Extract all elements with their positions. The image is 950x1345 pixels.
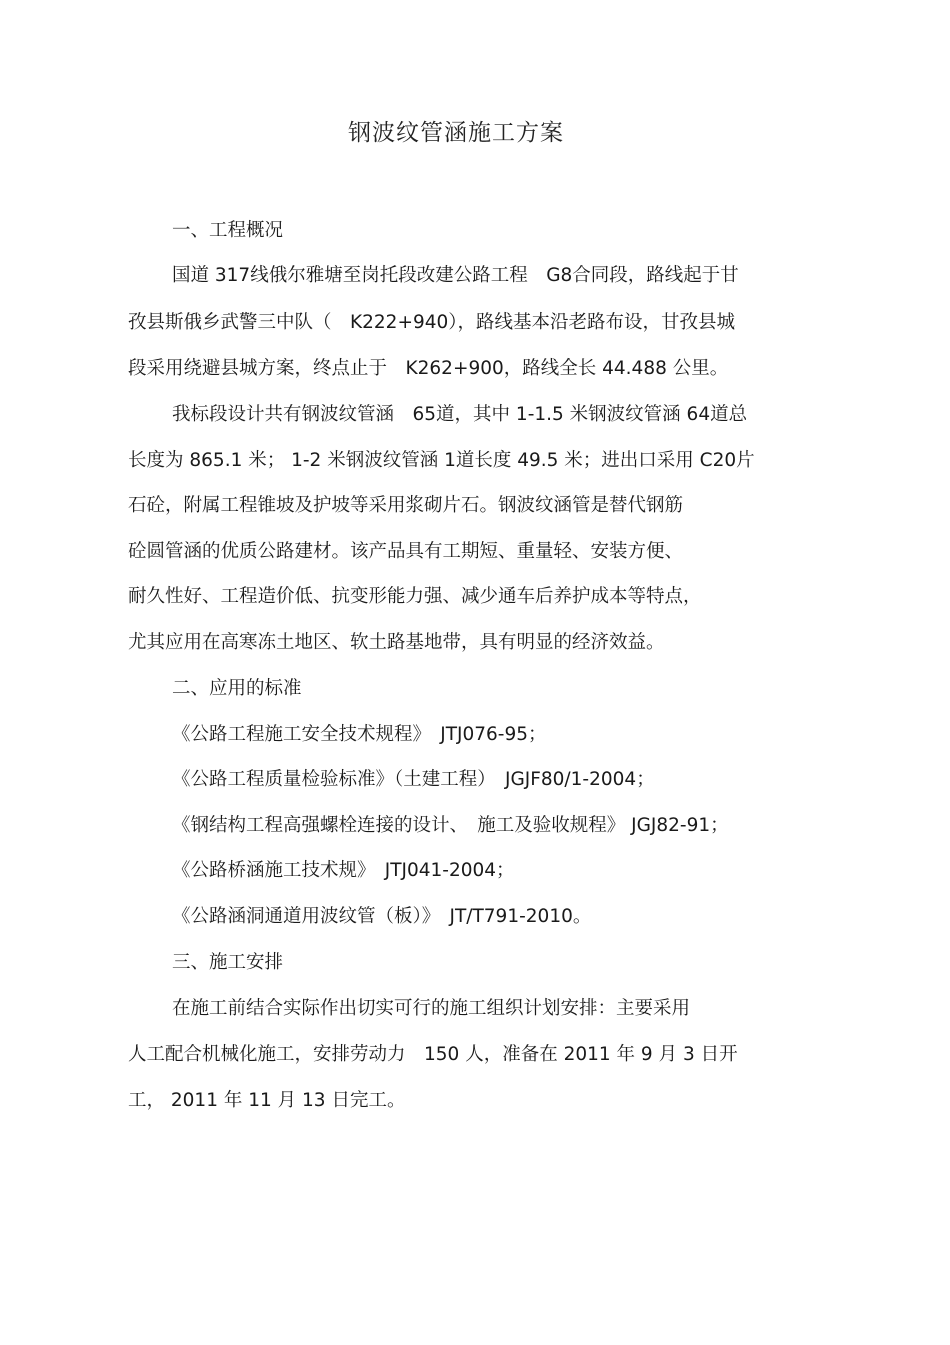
standard-item: 《公路桥涵施工技术规》 JTJ041-2004； xyxy=(172,860,515,881)
document-title: 钢波纹管涵施工方案 xyxy=(348,120,564,146)
section-heading-schedule: 三、施工安排 xyxy=(172,952,284,973)
paragraph-line: 人工配合机械化施工，安排劳动力 150 人，准备在 2011 年 9 月 3 日开 xyxy=(128,1044,738,1065)
paragraph-line: 石砼，附属工程锥坡及护坡等采用浆砌片石。钢波纹涵管是替代钢筋 xyxy=(128,495,684,516)
standard-item: 《公路涵洞通道用波纹管（板）》 JT/T791-2010。 xyxy=(172,906,592,927)
paragraph-line: 国道 317线俄尔雅塘至岗托段改建公路工程 G8合同段，路线起于甘 xyxy=(172,265,739,286)
paragraph-line: 孜县斯俄乡武警三中队（ K222+940），路线基本沿老路布设，甘孜县城 xyxy=(128,312,736,333)
paragraph-line: 砼圆管涵的优质公路建材。该产品具有工期短、重量轻、安装方便、 xyxy=(128,541,684,562)
paragraph-line: 耐久性好、工程造价低、抗变形能力强、减少通车后养护成本等特点， xyxy=(128,586,702,607)
paragraph-line: 尤其应用在高寒冻土地区、软土路基地带，具有明显的经济效益。 xyxy=(128,632,665,653)
paragraph-line: 工， 2011 年 11 月 13 日完工。 xyxy=(128,1090,406,1111)
section-heading-standards: 二、应用的标准 xyxy=(172,678,302,699)
standard-item: 《钢结构工程高强螺栓连接的设计、 施工及验收规程》 JGJ82-91； xyxy=(172,815,729,836)
paragraph-line: 段采用绕避县城方案，终点止于 K262+900，路线全长 44.488 公里。 xyxy=(128,358,729,379)
section-heading-overview: 一、工程概况 xyxy=(172,220,284,241)
standard-item: 《公路工程施工安全技术规程》 JTJ076-95； xyxy=(172,724,547,745)
paragraph-line: 长度为 865.1 米； 1-2 米钢波纹管涵 1道长度 49.5 米；进出口采用 C20片 xyxy=(128,450,755,471)
paragraph-line: 在施工前结合实际作出切实可行的施工组织计划安排：主要采用 xyxy=(172,998,691,1019)
paragraph-line: 我标段设计共有钢波纹管涵 65道，其中 1-1.5 米钢波纹管涵 64道总 xyxy=(172,404,748,425)
standard-item: 《公路工程质量检验标准》（土建工程） JGJF80/1-2004； xyxy=(172,769,655,790)
